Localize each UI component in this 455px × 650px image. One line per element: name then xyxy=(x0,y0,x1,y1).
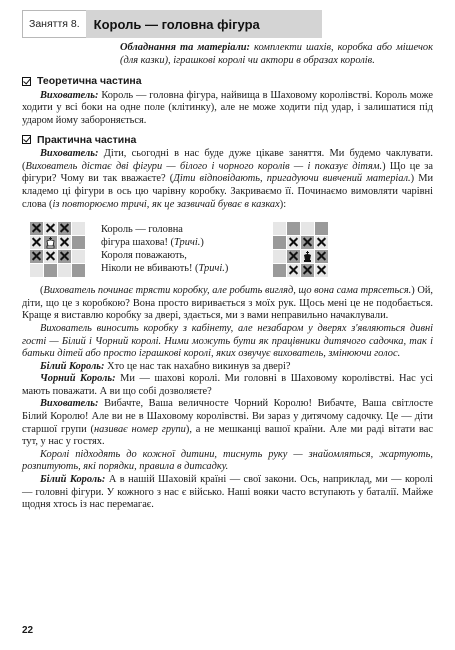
practice-paragraph-4: Білий Король: Хто це нас так нахабно викинув за двері? xyxy=(40,360,291,372)
theory-heading-text: Теоретична частина xyxy=(37,75,142,88)
practice-paragraph-8: Білий Король: А в нашій Шаховій країні — свої закони. Ось, наприклад, ми — королі — головні фігури. У кожного з нас є військо. Наші вояки часто вступають у баталії. Майже щодня хтось із нас перемагає. xyxy=(22,474,433,511)
speaker-label: Вихователь xyxy=(40,148,95,160)
lesson-title: Король — головна фігура xyxy=(86,10,322,38)
practice-paragraph-1: Вихователь: Діти, сьогодні в нас буде дуже цікаве заняття. Ми будемо чаклувати. (Вихователь дістає дві фігури — білого і чорного королів — і показує дітям.) Що це за фігури? Чому ви так вважаєте? (Діти відповідають, пригадуючи вивчений матеріал.) Ми кладемо ці фігури в ось цю чарівну коробку. Закриваємо її. Починаємо вимовляти чарівні слова (із повторюємо тричі, як це зазвичай буває в казках): xyxy=(22,148,434,210)
checkbox-icon xyxy=(22,135,31,144)
verse-with-boards xyxy=(22,219,433,279)
speaker-label: Вихователь xyxy=(40,89,95,101)
page-number: 22 xyxy=(22,625,34,636)
practice-paragraph-7: Королі підходять до кожної дитини, тиснуть руку — знайомляться, жартують, розпитують, які порядки, правила в дитсадку. xyxy=(22,448,433,473)
theory-heading xyxy=(22,75,433,88)
checkbox-icon xyxy=(22,77,31,86)
magic-verse: Король — головна фігура шахова! (Тричі.) Короля поважають, Ніколи не вбивають! (Тричі.) xyxy=(101,224,229,275)
page-content xyxy=(22,42,433,512)
black-king-icon xyxy=(301,250,314,263)
lesson-number: Заняття 8. xyxy=(22,10,86,38)
practice-paragraph-6: Вихователь: Вибачте, Ваша величносте Чорний Королю! Вибачте, Ваша світлосте Білий Королю! Але ви не в Шаховому королівстві. Ви зараз у дитячому садочку. Це — діти старшої групи (називає номер групи), а не мешканці вашої країни. Але ми раді вітати вас тут, у нас у гостях. xyxy=(22,398,433,448)
materials-block xyxy=(120,42,433,67)
practice-paragraph-3: Вихователь виносить коробку з кабінету, але незабаром у дверях з'являються дивні гості — Білий і Чорний королі. Ними можуть бути як працівники дитячого садочка, так і батьки дітей або просто іграшкові королі, яких озвучує вихователь, змінюючи голос. xyxy=(22,322,433,360)
theory-paragraph: Вихователь: Король — головна фігура, найвища в Шаховому королівстві. Король може ходити у всі боки на одне поле (клітинку), але не може ходити під удар, і залишатися під ударом йому забороняється. xyxy=(22,89,433,126)
theory-text: Король — головна фігура, найвища в Шаховому королівстві. Король може ходити у всі боки на одне поле (клітинку), але не може ходити під удар, і залишатися під ударом йому забороняється. xyxy=(22,89,433,126)
materials-label: Обладнання та матеріали: xyxy=(120,42,251,53)
practice-paragraph-5: Чорний Король: Ми — шахові королі. Ми головні в Шаховому королівстві. Нас усі мають поважати. А ви що собі дозволяєте? xyxy=(22,373,433,397)
chessboard-black-king-icon xyxy=(273,222,328,277)
chessboard-white-king-icon xyxy=(30,222,85,277)
practice-heading xyxy=(22,134,433,147)
materials-text: комплекти шахів, коробка або мішечок (для казки), іграшкові королі чи актори в образах королів. xyxy=(120,42,433,66)
white-king-icon xyxy=(44,236,57,249)
practice-paragraph-2: (Вихователь починає трясти коробку, але робить вигляд, що вона сама трясеться.) Ой, діти, що це з коробкою? Вона просто виривається з моїх рук. Щось мені це не подобається. Краще я виставлю коробку за двері, здається, ми з вами неправильно начаклували. xyxy=(22,285,433,322)
lesson-header xyxy=(22,10,322,38)
practice-heading-text: Практична частина xyxy=(37,133,137,146)
